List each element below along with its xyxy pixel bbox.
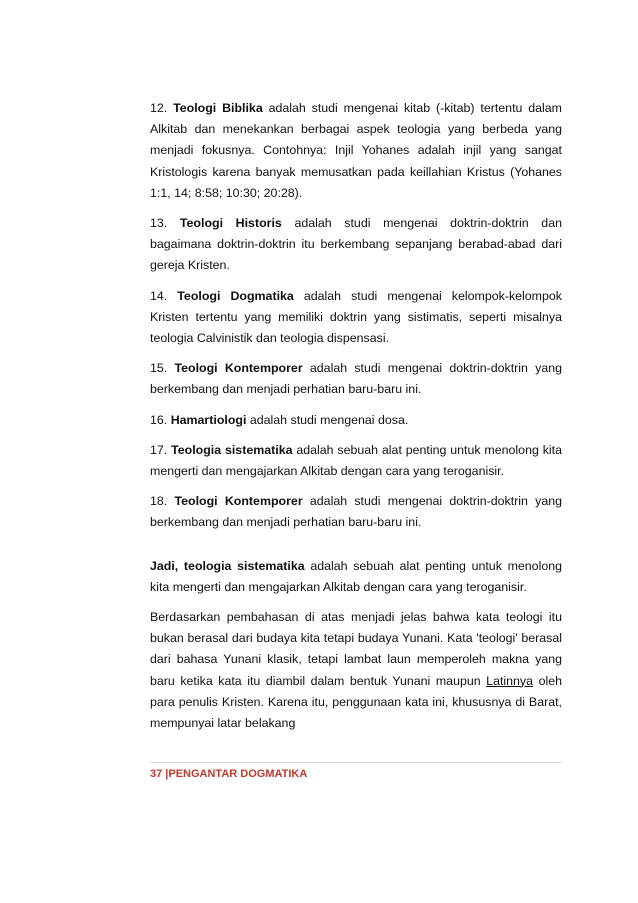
- page-content: [150, 98, 562, 743]
- item-number: 12.: [150, 101, 168, 115]
- item-text: adalah studi mengenai kelompok-kelompok Kristen tertentu yang memiliki doktrin yang sistimatis, seperti misalnya teologia Calvinistik dan teologia dispensasi.: [150, 288, 562, 346]
- item-number: 14.: [150, 288, 168, 303]
- list-item-17: [150, 440, 562, 482]
- item-number: 18.: [150, 494, 168, 509]
- item-term: Teologi Kontemporer: [174, 494, 303, 509]
- paragraph-text: Berdasarkan pembahasan di atas menjadi jelas bahwa kata teologi itu bukan berasal dari budaya kita tetapi budaya Yunani. Kata 'teologi' berasal dari bahasa Yunani klasik, tetapi lambat laun memperoleh makna yang baru ketika kata itu diambil dalam bentuk Yunani maupun: [150, 610, 562, 688]
- item-term: Teologi Dogmatika: [177, 288, 294, 303]
- conclusion-paragraph: [150, 556, 562, 598]
- item-number: 15.: [150, 361, 168, 376]
- item-number: 17.: [150, 442, 168, 457]
- item-term: Teologi Kontemporer: [174, 361, 303, 376]
- item-text: adalah studi mengenai doktrin-doktrin yang berkembang dan menjadi perhatian baru-baru ini.: [150, 361, 563, 397]
- list-item-12: [150, 98, 562, 204]
- item-text: adalah studi mengenai doktrin-doktrin yang berkembang dan menjadi perhatian baru-baru ini.: [150, 494, 563, 530]
- latinnya-link[interactable]: Latinnya: [486, 673, 534, 688]
- item-term: Hamartiologi: [170, 412, 247, 427]
- item-text: adalah studi mengenai dosa.: [246, 412, 409, 427]
- list-item-14: [150, 286, 562, 350]
- item-text: adalah sebuah alat penting untuk menolong kita mengerti dan mengajarkan Alkitab dengan cara yang teroganisir.: [150, 442, 562, 479]
- item-term: Teologi Historis: [179, 216, 282, 231]
- conclusion-term: Jadi, teologia sistematika: [150, 558, 305, 573]
- page-footer: 37 |PENGANTAR DOGMATIKA: [150, 762, 562, 780]
- item-text: adalah studi mengenai doktrin-doktrin dan bagaimana doktrin-doktrin itu berkembang sepanjang berabad-abad dari gereja Kristen.: [150, 216, 562, 273]
- list-item-13: [150, 213, 562, 277]
- item-term: Teologi Biblika: [173, 101, 263, 115]
- item-text: adalah studi mengenai kitab (-kitab) tertentu dalam Alkitab dan menekankan berbagai aspek teologia yang berbeda yang menjadi fokusnya. Contohnya: Injil Yohanes adalah injil yang sangat Kristologis karena banyak memusatkan pada keillahian Kristus (Yohanes 1:1, 14; 8:58; 10:30; 20:28).: [150, 101, 563, 200]
- list-item-18: [150, 491, 562, 533]
- item-number: 16.: [150, 412, 168, 427]
- list-item-15: [150, 358, 562, 400]
- item-term: Teologia sistematika: [171, 442, 293, 457]
- list-item-16: [150, 410, 562, 431]
- conclusion-text: adalah sebuah alat penting untuk menolong kita mengerti dan mengajarkan Alkitab dengan cara yang teroganisir.: [150, 558, 562, 594]
- paragraph-text-end: oleh para penulis Kristen. Karena itu, penggunaan kata ini, khususnya di Barat, mempunyai latar belakang: [150, 673, 562, 731]
- item-number: 13.: [150, 216, 168, 231]
- body-paragraph: [150, 607, 562, 734]
